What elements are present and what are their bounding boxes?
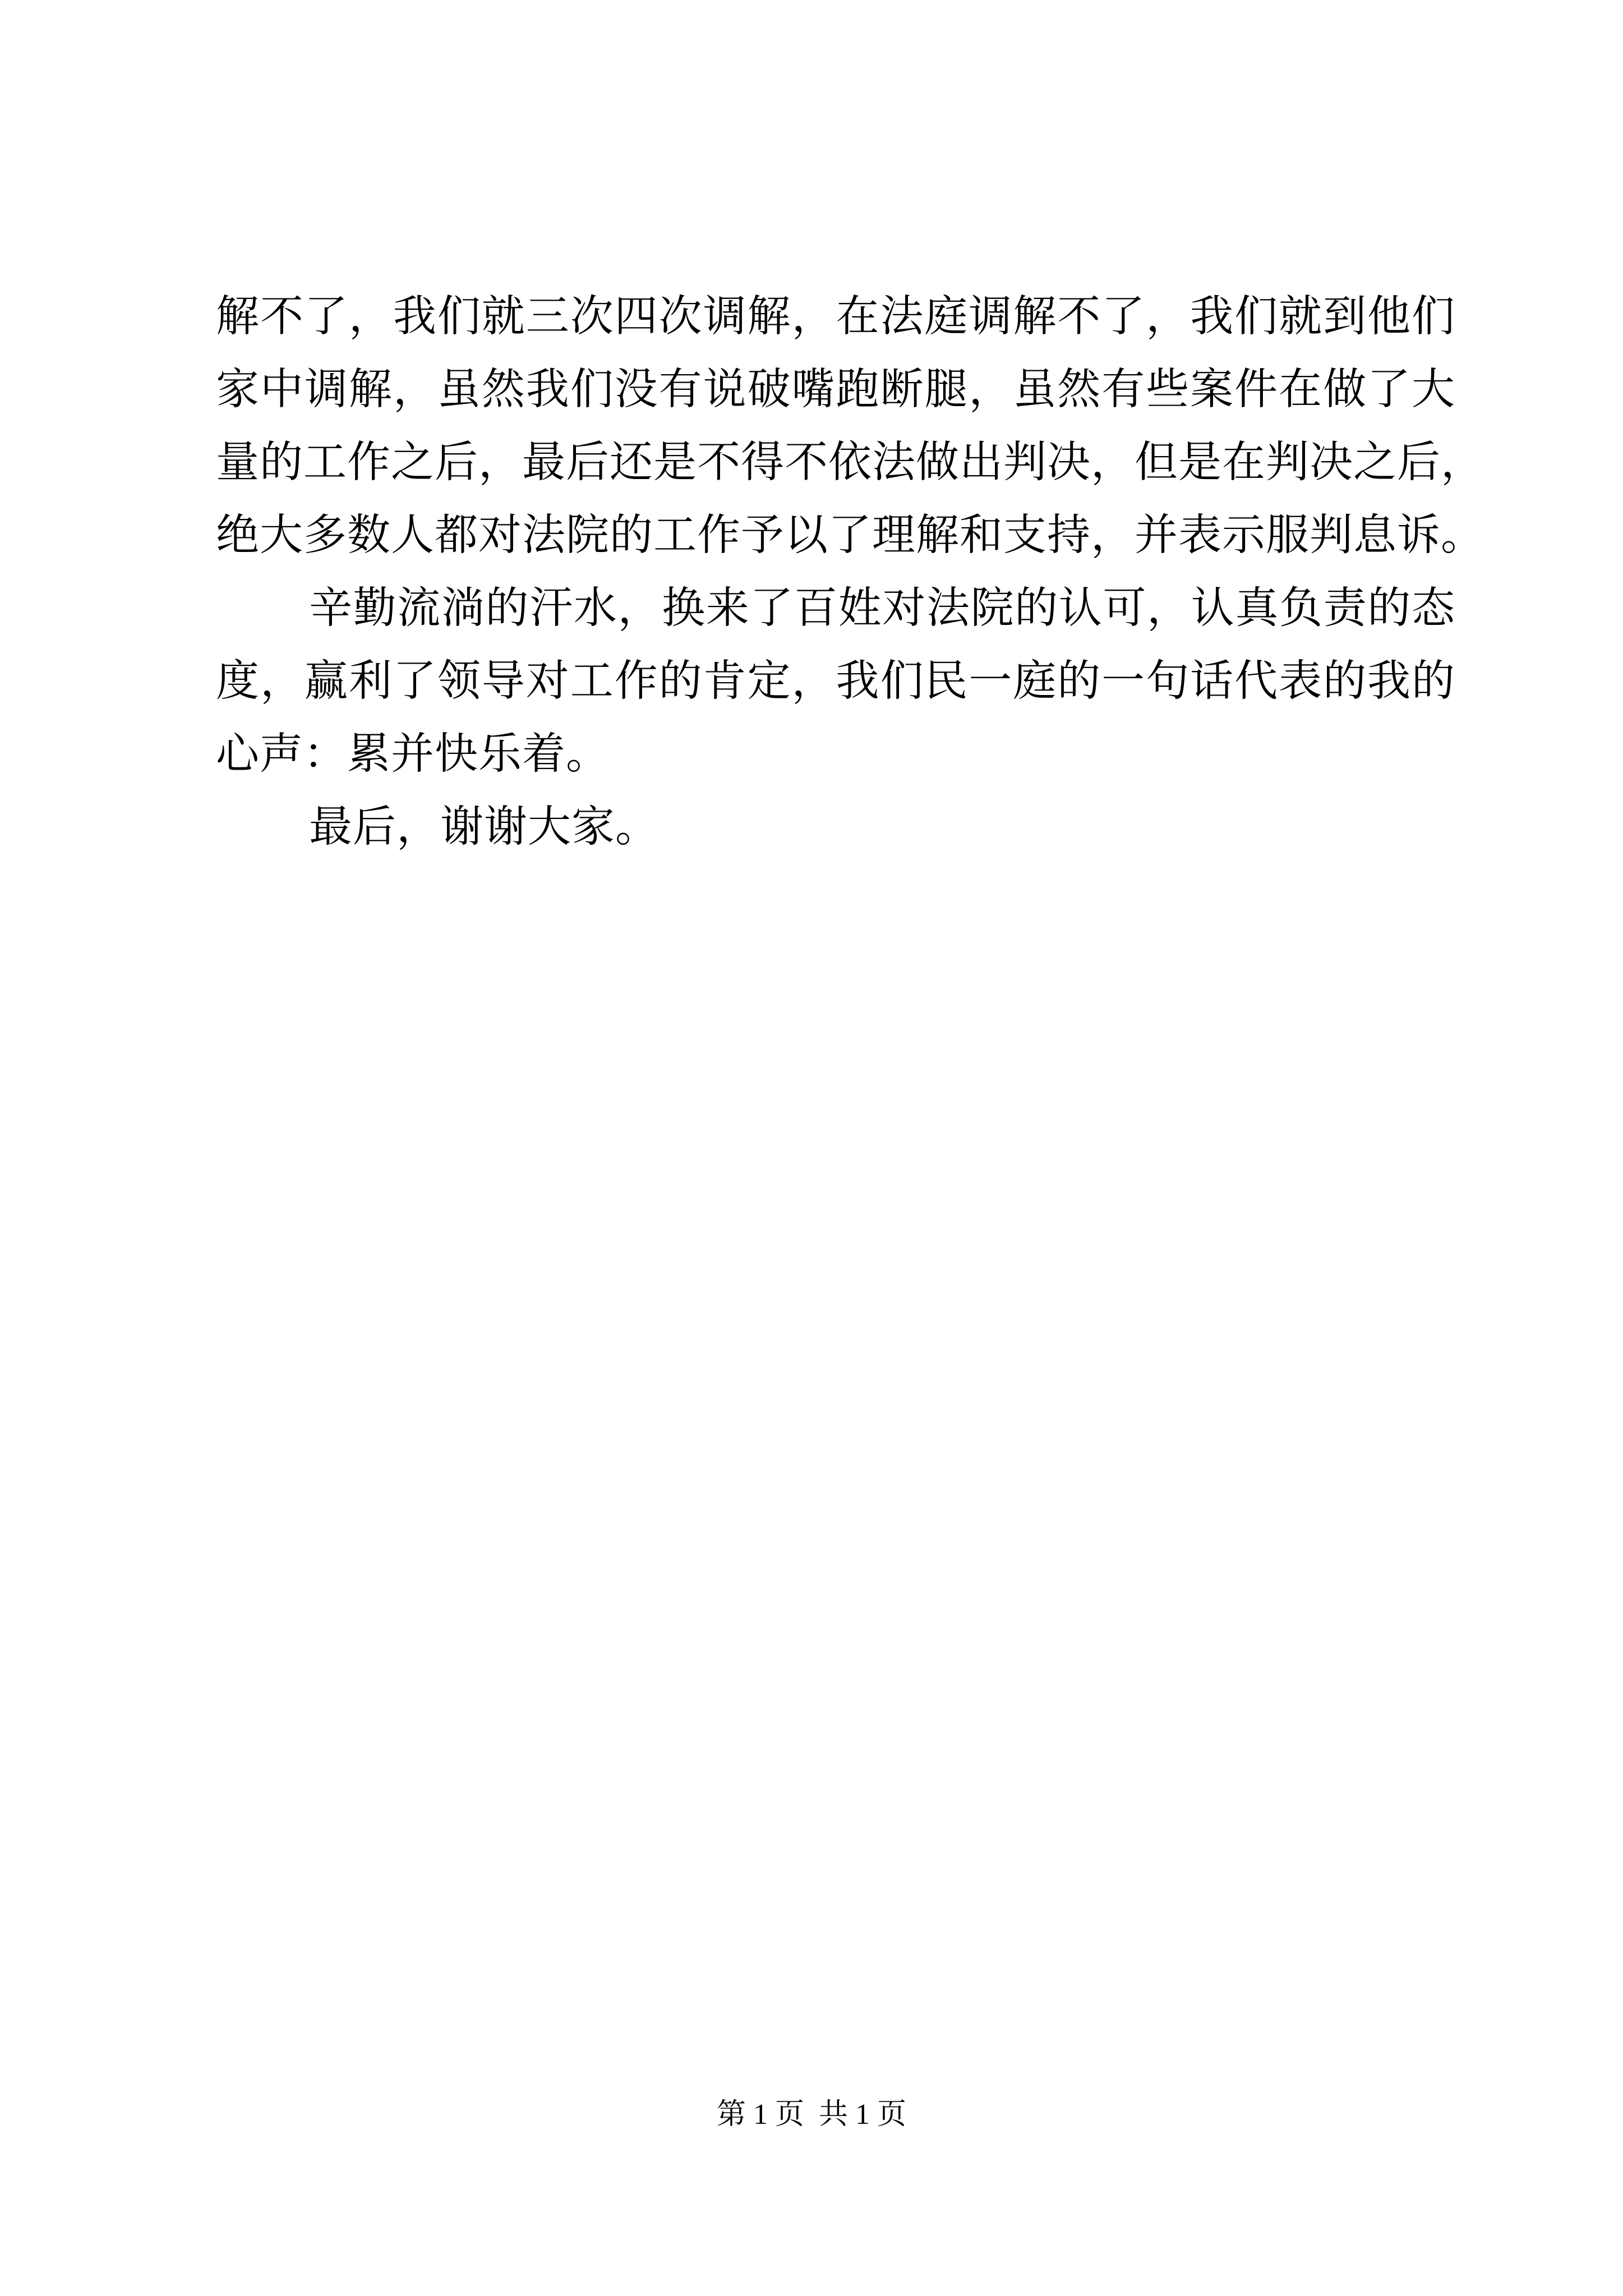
text-line: 家中调解，虽然我们没有说破嘴跑断腿，虽然有些案件在做了大 bbox=[216, 365, 1455, 415]
page-total: 共 1 页 bbox=[819, 2099, 907, 2131]
paragraph-1 bbox=[216, 280, 1484, 572]
text-line: 量的工作之后，最后还是不得不依法做出判决，但是在判决之后， bbox=[216, 438, 1484, 487]
text-line: 心声：累并快乐着。 bbox=[216, 729, 610, 779]
text-line: 解不了，我们就三次四次调解，在法庭调解不了，我们就到他们 bbox=[216, 292, 1455, 342]
page-number: 第 1 页 bbox=[716, 2099, 804, 2131]
text-line: 度，赢利了领导对工作的肯定，我们民一庭的一句话代表的我的 bbox=[216, 656, 1455, 706]
paragraph-3 bbox=[216, 791, 1455, 864]
paragraph-2 bbox=[216, 572, 1455, 791]
text-line: 绝大多数人都对法院的工作予以了理解和支持，并表示服判息诉。 bbox=[216, 510, 1484, 560]
text-line: 最后，谢谢大家。 bbox=[309, 802, 659, 852]
page-footer bbox=[0, 2095, 1623, 2134]
body-text bbox=[216, 280, 1484, 864]
text-line: 辛勤流淌的汗水，换来了百姓对法院的认可，认真负责的态 bbox=[309, 583, 1455, 633]
